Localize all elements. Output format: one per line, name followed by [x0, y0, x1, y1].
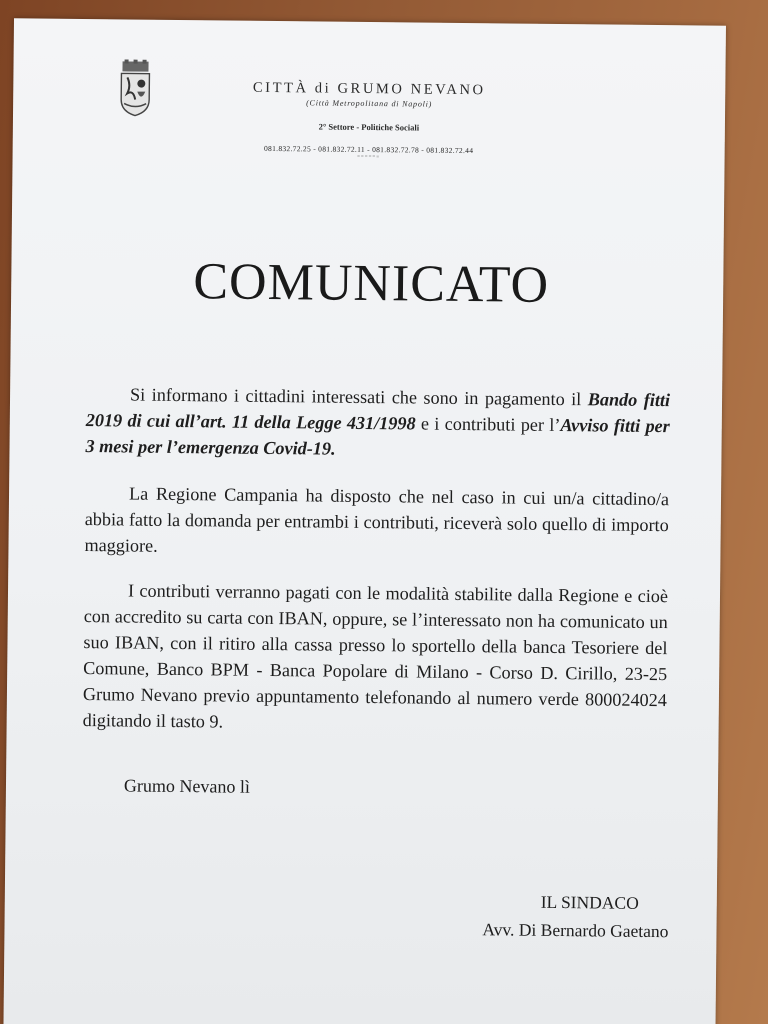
mayor-title: IL SINDACO — [540, 891, 639, 913]
paragraph-2 — [84, 480, 669, 564]
paragraph-1-text-b: e i contributi per l’ — [415, 413, 561, 436]
phone-numbers: 081.832.72.25 - 081.832.72.11 - 081.832.72.78 - 081.832.72.44 — [263, 143, 474, 156]
city-name: CITTÀ di GRUMO NEVANO — [252, 79, 486, 99]
paragraph-1-text-a: Si informano i cittadini interessati che sono in pagamento il — [129, 384, 588, 410]
page-title: COMUNICATO — [193, 253, 550, 314]
coat-of-arms-icon — [119, 59, 152, 117]
signature-block — [444, 887, 669, 945]
paragraph-2-text: La Regione Campania ha disposto che nel caso in cui un/a cittadino/a abbia fatto la domanda per entrambi i contributi, riceverà solo quello di importo maggiore. — [84, 483, 670, 556]
paragraph-3 — [83, 577, 669, 739]
mayor-name: Avv. Di Bernardo Gaetano — [482, 919, 669, 942]
metropolitan-city: (Città Metropolitana di Napoli) — [306, 98, 433, 109]
header-separator: ====== — [357, 154, 381, 161]
place-date: Grumo Nevano lì — [123, 775, 251, 797]
paragraph-1 — [85, 381, 670, 465]
letterhead — [209, 78, 530, 162]
paragraph-1-bold-b: Avviso fitti per 3 mesi per l’emergenza Covid-19. — [85, 415, 670, 459]
document-sheet — [3, 18, 726, 1024]
paragraph-1-bold-a: Bando fitti 2019 di cui all’art. 11 della Legge 431/1998 — [85, 389, 671, 434]
sector-name: 2° Settore - Politiche Sociali — [318, 121, 420, 133]
paragraph-3-text: I contributi verranno pagati con le modalità stabilite dalla Regione e cioè con accredito su carta con IBAN, oppure, se l’interessato non ha comunicato un suo IBAN, con il ritiro alla cassa presso lo sportello della banca Tesoriere del Comune, Banco BPM - Banca Popolare di Milano - Corso D. Cirillo, 23-25 Grumo Nevano previo appuntamento telefonando al numero verde 800024024 digitando il tasto 9. — [82, 580, 669, 732]
